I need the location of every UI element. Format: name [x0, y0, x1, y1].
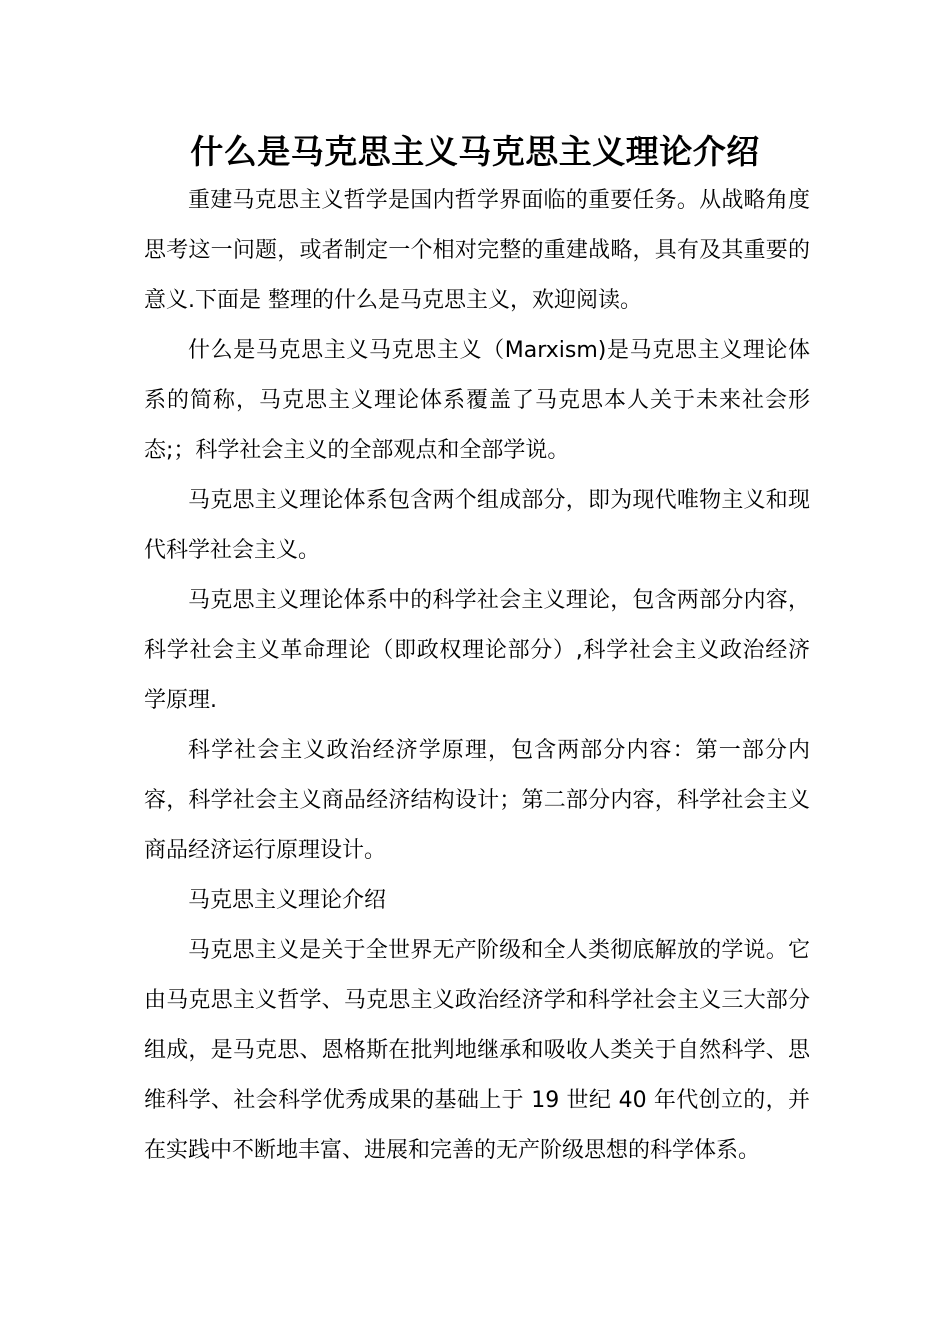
paragraph-scientific-socialism: 马克思主义理论体系中的科学社会主义理论，包含两部分内容，科学社会主义革命理论（即政权理论部分）,科学社会主义政治经济学原理.	[144, 588, 810, 713]
paragraph-political-economy: 科学社会主义政治经济学原理，包含两部分内容：第一部分内容，科学社会主义商品经济结构设计；第二部分内容，科学社会主义商品经济运行原理设计。	[144, 738, 810, 863]
paragraph-definition: 什么是马克思主义马克思主义（Marxism)是马克思主义理论体系的简称，马克思主义理论体系覆盖了马克思本人关于未来社会形态;；科学社会主义的全部观点和全部学说。	[144, 338, 810, 463]
paragraph-components: 马克思主义理论体系包含两个组成部分，即为现代唯物主义和现代科学社会主义。	[144, 488, 810, 563]
paragraph-intro: 重建马克思主义哲学是国内哲学界面临的重要任务。从战略角度思考这一问题，或者制定一个相对完整的重建战略，具有及其重要的意义.下面是 整理的什么是马克思主义，欢迎阅读。	[144, 188, 810, 313]
document-title: 什么是马克思主义马克思主义理论介绍	[190, 132, 760, 171]
document-body	[144, 176, 810, 1176]
section-heading: 马克思主义理论介绍	[188, 888, 387, 913]
paragraph-theory-intro: 马克思主义是关于全世界无产阶级和全人类彻底解放的学说。它由马克思主义哲学、马克思主义政治经济学和科学社会主义三大部分组成，是马克思、恩格斯在批判地继承和吸收人类关于自然科学、思维科学、社会科学优秀成果的基础上于 19 世纪 40 年代创立的，并在实践中不断地丰富、进展和完善的无产阶级思想的科学体系。	[144, 938, 810, 1163]
